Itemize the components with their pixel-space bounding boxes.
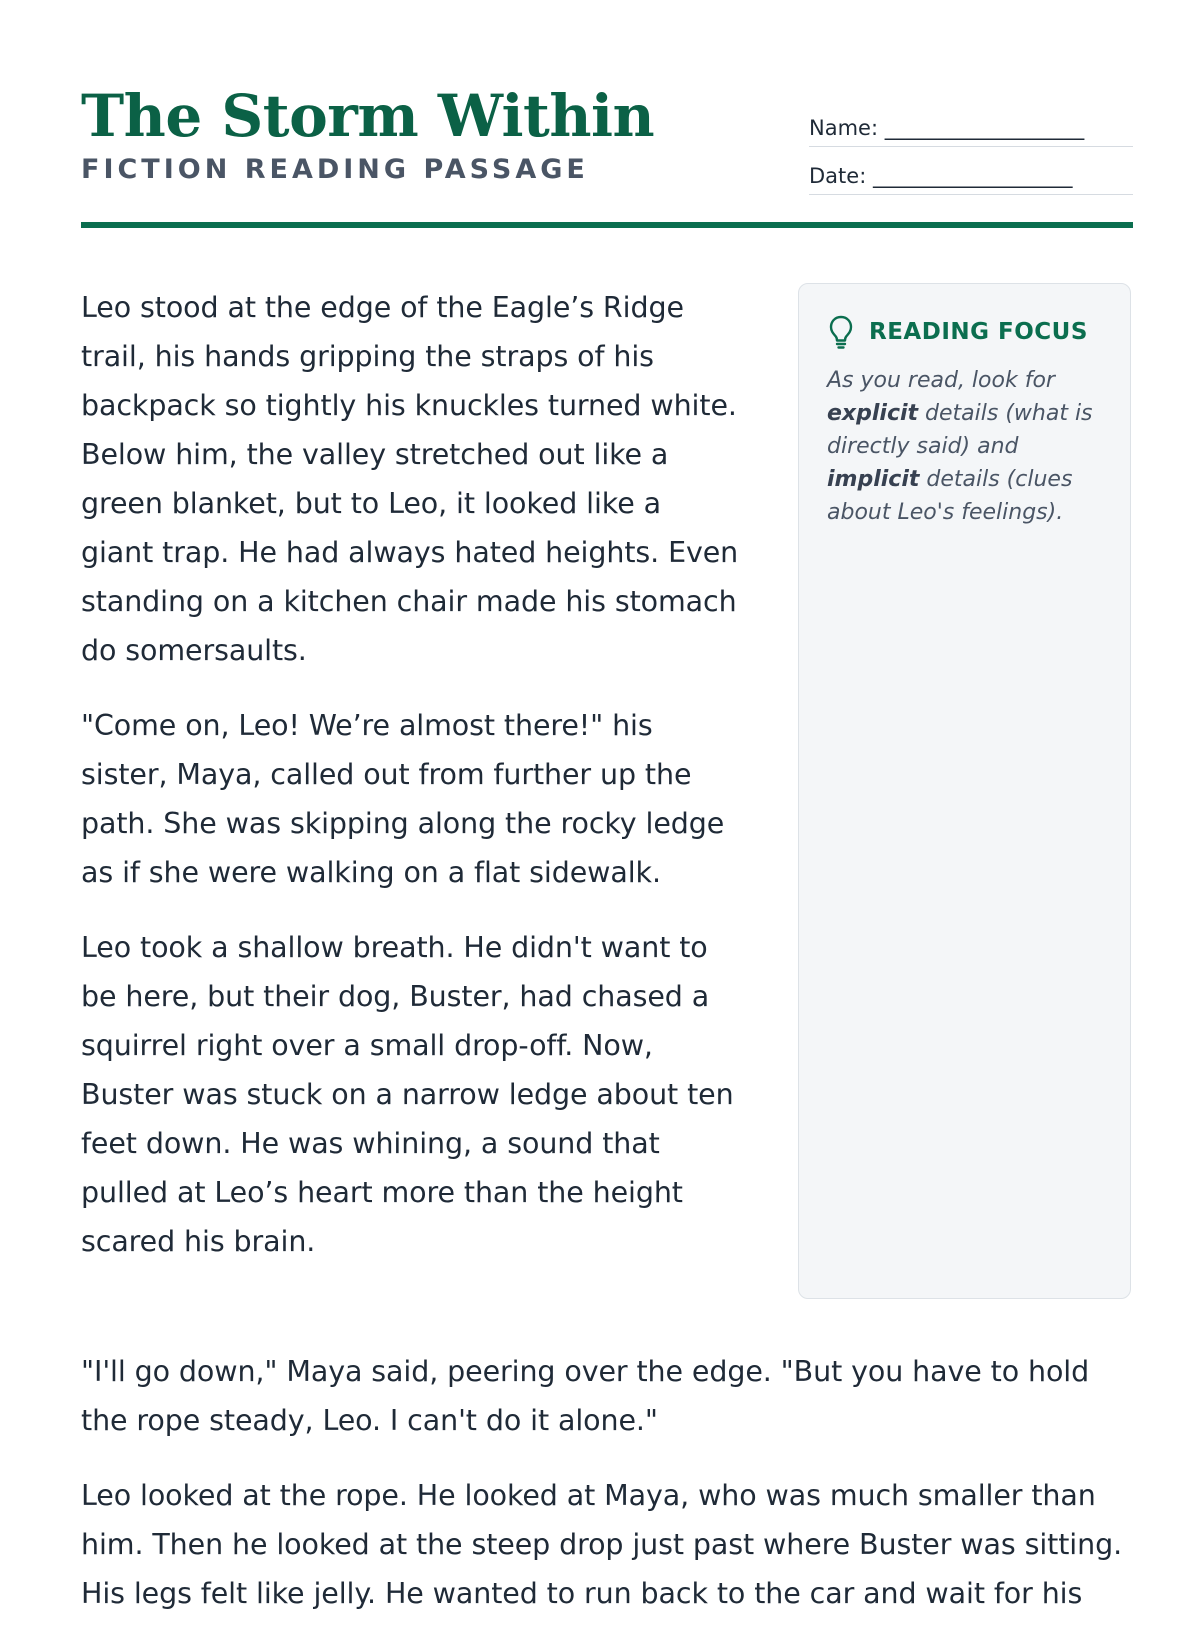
worksheet-page <box>81 0 1133 1610</box>
focus-emphasis-explicit: explicit <box>827 401 919 426</box>
header-divider <box>81 222 1133 228</box>
reading-focus-text <box>827 364 1102 529</box>
passage-paragraph-2: "Come on, Leo! We’re almost there!" his sister, Maya, called out from further up the path. She was skipping along the rocky ledge as if she were walking on a flat sidewalk. <box>81 709 725 889</box>
reading-focus-title: READING FOCUS <box>869 319 1088 345</box>
name-field[interactable]: Name: ___________________ <box>809 110 1133 147</box>
student-info-fields <box>809 110 1133 206</box>
focus-text-part-1: As you read, look for <box>827 368 1055 393</box>
date-field[interactable]: Date: ___________________ <box>809 158 1133 195</box>
passage-top-section <box>81 283 1133 1301</box>
passage-column <box>81 283 741 1292</box>
passage-paragraph-1: Leo stood at the edge of the Eagle’s Ridge trail, his hands gripping the straps of his backpack so tightly his knuckles turned white. Below him, the valley stretched out like a green blanket, but to Leo, it looked like a giant trap. He had always hated heights. Even standing on a kitchen chair made his stomach do somersaults. <box>81 291 739 667</box>
page-subtitle: FICTION READING PASSAGE <box>81 154 589 185</box>
passage-bottom-section <box>81 1347 1133 1644</box>
reading-focus-box <box>798 283 1131 1299</box>
passage-paragraph-4: "I'll go down," Maya said, peering over the edge. "But you have to hold the rope steady, Leo. I can't do it alone." <box>81 1355 1090 1437</box>
focus-emphasis-implicit: implicit <box>827 467 920 492</box>
reading-focus-header <box>827 310 1102 354</box>
worksheet-header <box>81 0 1133 230</box>
page-title: The Storm Within <box>81 82 655 150</box>
passage-paragraph-3: Leo took a shallow breath. He didn't want to be here, but their dog, Buster, had chased a squirrel right over a small drop-off. Now, Buster was stuck on a narrow ledge about ten feet down. He was whining, a sound that pulled at Leo’s heart more than the height scared his brain. <box>81 931 734 1258</box>
focus-text-part-2: details (what is directly said) and <box>827 401 1093 459</box>
focus-text-part-3: details (clues about Leo's feelings). <box>827 467 1073 525</box>
lightbulb-icon <box>827 314 855 350</box>
passage-paragraph-5: Leo looked at the rope. He looked at Maya, who was much smaller than him. Then he looked at the steep drop just past where Buster was sitting. His legs felt like jelly. He wanted to run back to the car and wait for his <box>81 1479 1123 1610</box>
